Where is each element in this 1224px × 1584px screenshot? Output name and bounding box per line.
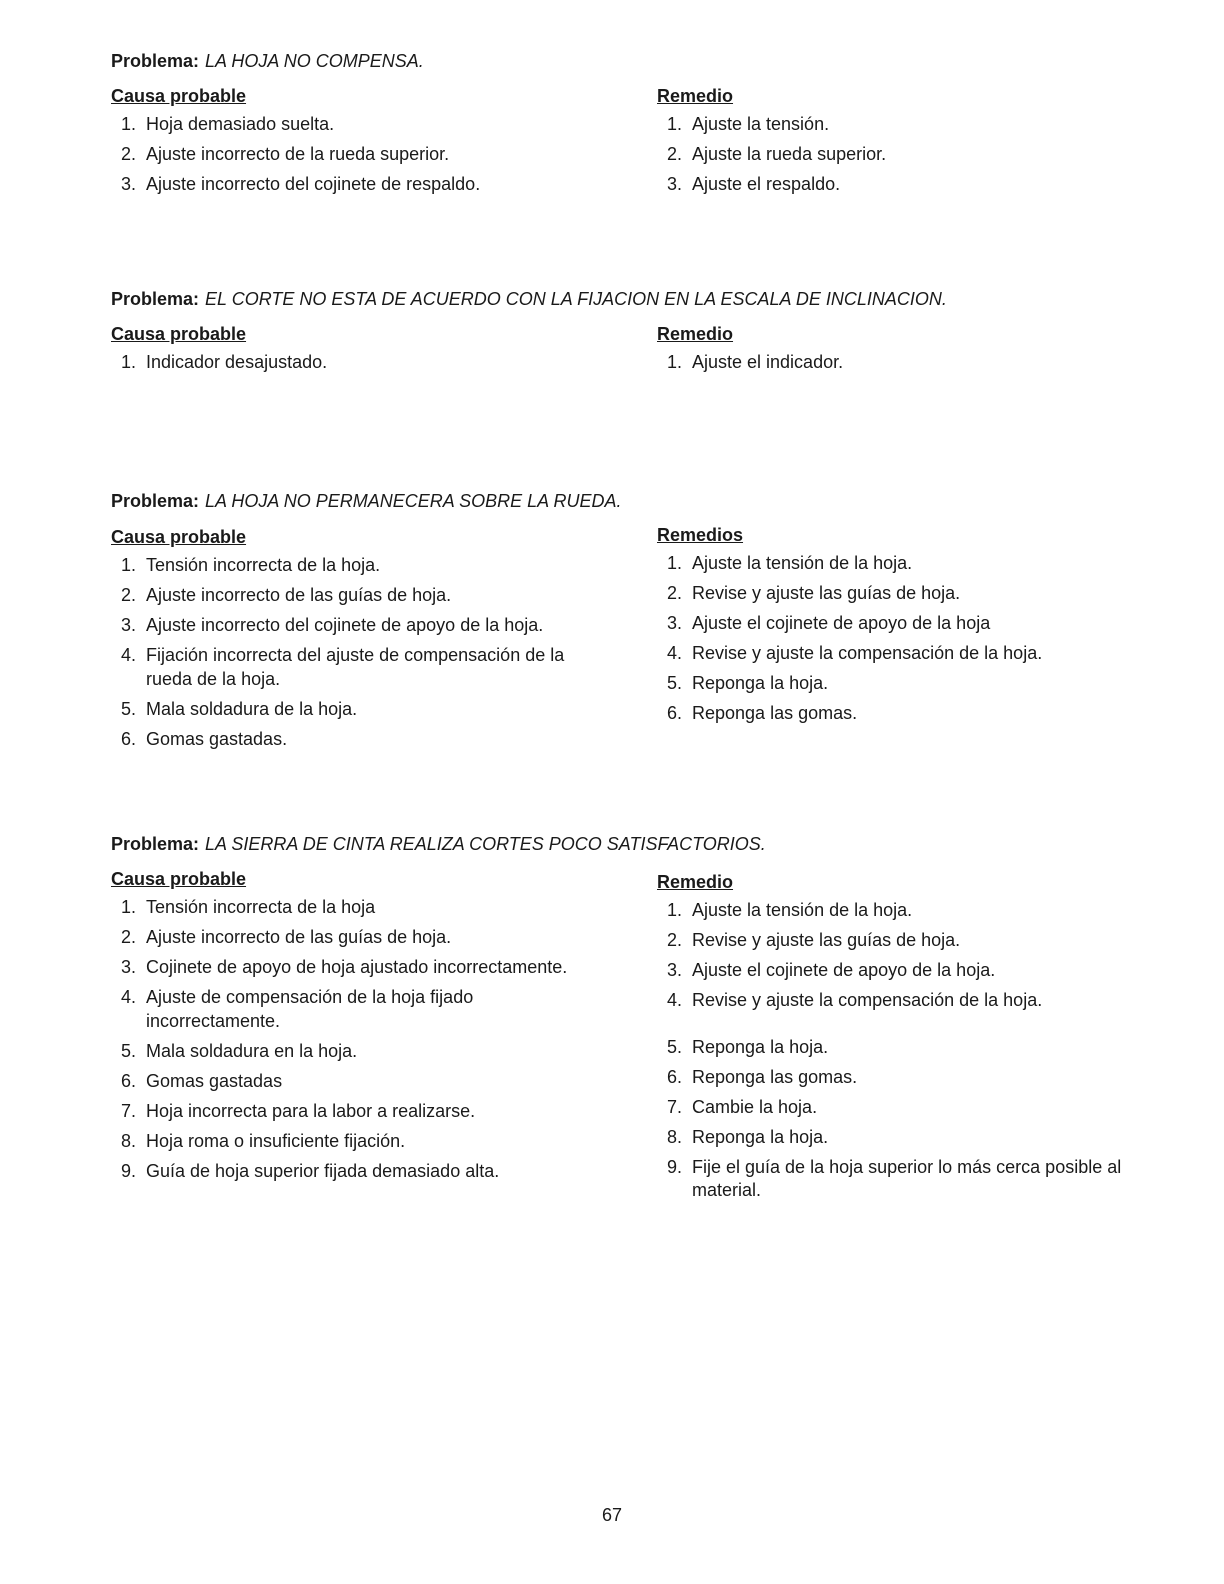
- list-item: [111, 584, 631, 608]
- item-text: Ajuste la rueda superior.: [692, 144, 887, 164]
- item-text: Cambie la hoja.: [692, 1096, 818, 1117]
- item-number: 1.: [667, 114, 683, 134]
- list-item: [657, 1126, 1177, 1150]
- problem-section: [111, 50, 1171, 194]
- remedy-column: [657, 85, 1177, 203]
- list-item: [657, 582, 1177, 606]
- item-number: 9.: [121, 1160, 137, 1181]
- item-number: 7.: [121, 1100, 137, 1121]
- remedy-list: [657, 351, 1177, 375]
- list-item: [111, 351, 631, 375]
- list-item: [111, 113, 631, 137]
- item-text: Reponga la hoja.: [692, 1126, 829, 1147]
- list-item: [111, 956, 631, 980]
- cause-heading: Causa probable: [111, 869, 247, 889]
- page-number: 67: [601, 1505, 623, 1525]
- item-text: Indicador desajustado.: [146, 352, 328, 372]
- item-text: Ajuste la tensión.: [692, 114, 830, 134]
- remedy-list: [657, 113, 1177, 197]
- problem-heading: [111, 833, 1171, 855]
- item-number: 5.: [121, 1040, 137, 1061]
- item-text: Revise y ajuste la compensación de la hoja.: [692, 990, 1043, 1010]
- item-text: Reponga las gomas.: [692, 1066, 858, 1087]
- remedy-list: [657, 899, 1177, 1203]
- list-item: [657, 702, 1177, 726]
- item-number: 5.: [667, 1036, 683, 1057]
- cause-list: [111, 896, 631, 1183]
- item-number: 1.: [667, 352, 683, 372]
- item-number: 6.: [121, 728, 137, 749]
- list-item: [111, 698, 631, 722]
- item-text: Revise y ajuste las guías de hoja.: [692, 583, 961, 603]
- item-text: Hoja demasiado suelta.: [146, 114, 335, 134]
- item-text: Ajuste incorrecto del cojinete de apoyo de la hoja.: [146, 615, 544, 635]
- item-number: 1.: [121, 114, 137, 134]
- list-item: [111, 614, 631, 638]
- list-item: [657, 1066, 1177, 1090]
- problem-label: Problema:: [111, 491, 200, 511]
- item-number: 2.: [121, 927, 137, 947]
- problem-heading: [111, 490, 1171, 512]
- item-number: 5.: [667, 673, 683, 693]
- item-number: 6.: [667, 703, 683, 723]
- remedy-heading: Remedios: [657, 525, 744, 545]
- item-text: Ajuste incorrecto de las guías de hoja.: [146, 585, 452, 605]
- list-item: [657, 143, 1177, 167]
- item-text: Mala soldadura en la hoja.: [146, 1040, 358, 1061]
- cause-column: [111, 526, 631, 758]
- item-text: Reponga las gomas.: [692, 703, 858, 723]
- item-number: 8.: [121, 1130, 137, 1151]
- cause-column: [111, 323, 631, 381]
- item-number: 1.: [121, 555, 137, 575]
- list-item: [657, 989, 1177, 1013]
- problem-text: EL CORTE NO ESTA DE ACUERDO CON LA FIJACION EN LA ESCALA DE INCLINACION.: [205, 289, 947, 309]
- item-text: Ajuste incorrecto de la rueda superior.: [146, 144, 450, 164]
- item-number: 4.: [667, 990, 683, 1010]
- remedy-heading: Remedio: [657, 86, 734, 106]
- item-number: 3.: [121, 615, 137, 635]
- remedy-column: [657, 323, 1177, 381]
- cause-list: [111, 351, 631, 375]
- cause-column: [111, 85, 631, 203]
- list-item: [111, 1040, 631, 1064]
- list-item: [111, 1100, 631, 1124]
- item-number: 3.: [667, 613, 683, 633]
- remedy-column: [657, 871, 1177, 1209]
- list-item: [111, 896, 631, 920]
- cause-list: [111, 113, 631, 197]
- list-item: [111, 728, 631, 752]
- list-item: [657, 929, 1177, 953]
- item-text: Revise y ajuste la compensación de la hoja.: [692, 643, 1043, 663]
- problem-label: Problema:: [111, 51, 200, 71]
- item-number: 9.: [667, 1156, 683, 1177]
- list-item: [657, 672, 1177, 696]
- item-number: 3.: [667, 174, 683, 194]
- item-number: 2.: [667, 583, 683, 603]
- list-item: [657, 552, 1177, 576]
- remedy-list: [657, 552, 1177, 726]
- item-number: 8.: [667, 1126, 683, 1147]
- list-item: [111, 926, 631, 950]
- item-text: Fije el guía de la hoja superior lo más cerca posible al material.: [692, 1156, 1122, 1200]
- item-text: Ajuste la tensión de la hoja.: [692, 553, 913, 573]
- list-item: [657, 959, 1177, 983]
- list-item: [111, 1130, 631, 1154]
- item-text: Reponga la hoja.: [692, 1036, 829, 1057]
- item-text: Ajuste incorrecto del cojinete de respaldo.: [146, 174, 481, 194]
- list-item: [111, 554, 631, 578]
- item-text: Mala soldadura de la hoja.: [146, 698, 358, 719]
- item-text: Reponga la hoja.: [692, 673, 829, 693]
- list-item: [657, 1036, 1177, 1060]
- problem-heading: [111, 288, 1171, 310]
- problem-label: Problema:: [111, 289, 200, 309]
- item-number: 3.: [667, 960, 683, 980]
- item-text: Ajuste la tensión de la hoja.: [692, 900, 913, 920]
- problem-section: [111, 490, 1171, 749]
- item-number: 3.: [121, 957, 137, 977]
- problem-text: LA HOJA NO COMPENSA.: [205, 51, 424, 71]
- remedy-heading: Remedio: [657, 872, 734, 892]
- list-item: [657, 173, 1177, 197]
- item-number: 6.: [667, 1066, 683, 1087]
- item-number: 6.: [121, 1070, 137, 1091]
- cause-list: [111, 554, 631, 751]
- item-text: Ajuste incorrecto de las guías de hoja.: [146, 927, 452, 947]
- item-number: 7.: [667, 1096, 683, 1117]
- item-text: Ajuste el cojinete de apoyo de la hoja: [692, 613, 991, 633]
- list-item: [657, 113, 1177, 137]
- list-item: [111, 1160, 631, 1184]
- item-text: Gomas gastadas: [146, 1070, 283, 1091]
- item-number: 2.: [667, 144, 683, 164]
- item-number: 4.: [121, 987, 137, 1007]
- item-text: Hoja incorrecta para la labor a realizarse.: [146, 1100, 476, 1121]
- cause-heading: Causa probable: [111, 324, 247, 344]
- item-text: Tensión incorrecta de la hoja: [146, 897, 376, 917]
- list-item: [657, 612, 1177, 636]
- list-item: [657, 351, 1177, 375]
- cause-heading: Causa probable: [111, 527, 247, 547]
- cause-column: [111, 868, 631, 1190]
- item-number: 4.: [121, 645, 137, 665]
- list-item: [657, 1096, 1177, 1120]
- list-item: [111, 986, 586, 1033]
- item-text: Ajuste de compensación de la hoja fijado incorrectamente.: [146, 987, 474, 1031]
- list-item: [657, 1156, 1172, 1203]
- item-text: Fijación incorrecta del ajuste de compensación de la rueda de la hoja.: [146, 645, 565, 689]
- problem-section: [111, 288, 1171, 372]
- problem-text: LA SIERRA DE CINTA REALIZA CORTES POCO SATISFACTORIOS.: [205, 834, 766, 854]
- item-text: Ajuste el respaldo.: [692, 174, 841, 194]
- problem-heading: [111, 50, 1171, 72]
- problem-text: LA HOJA NO PERMANECERA SOBRE LA RUEDA.: [205, 491, 622, 511]
- item-text: Guía de hoja superior fijada demasiado alta.: [146, 1160, 500, 1181]
- item-number: 1.: [667, 553, 683, 573]
- item-text: Revise y ajuste las guías de hoja.: [692, 930, 961, 950]
- item-number: 5.: [121, 698, 137, 719]
- item-number: 1.: [121, 352, 137, 372]
- problem-section: [111, 833, 1171, 1200]
- list-item: [111, 1070, 631, 1094]
- item-text: Cojinete de apoyo de hoja ajustado incorrectamente.: [146, 957, 568, 977]
- item-number: 1.: [667, 900, 683, 920]
- item-text: Tensión incorrecta de la hoja.: [146, 555, 381, 575]
- list-item: [111, 644, 586, 691]
- item-text: Hoja roma o insuficiente fijación.: [146, 1130, 406, 1151]
- item-number: 4.: [667, 643, 683, 663]
- list-item: [111, 143, 631, 167]
- item-number: 2.: [667, 930, 683, 950]
- item-text: Ajuste el cojinete de apoyo de la hoja.: [692, 960, 996, 980]
- item-number: 2.: [121, 585, 137, 605]
- remedy-heading: Remedio: [657, 324, 734, 344]
- item-text: Gomas gastadas.: [146, 728, 288, 749]
- item-number: 1.: [121, 897, 137, 917]
- problem-label: Problema:: [111, 834, 200, 854]
- item-number: 3.: [121, 174, 137, 194]
- item-text: Ajuste el indicador.: [692, 352, 844, 372]
- cause-heading: Causa probable: [111, 86, 247, 106]
- list-item: [657, 642, 1177, 666]
- remedy-column: [657, 524, 1177, 732]
- item-number: 2.: [121, 144, 137, 164]
- list-item: [657, 899, 1177, 923]
- list-item: [111, 173, 631, 197]
